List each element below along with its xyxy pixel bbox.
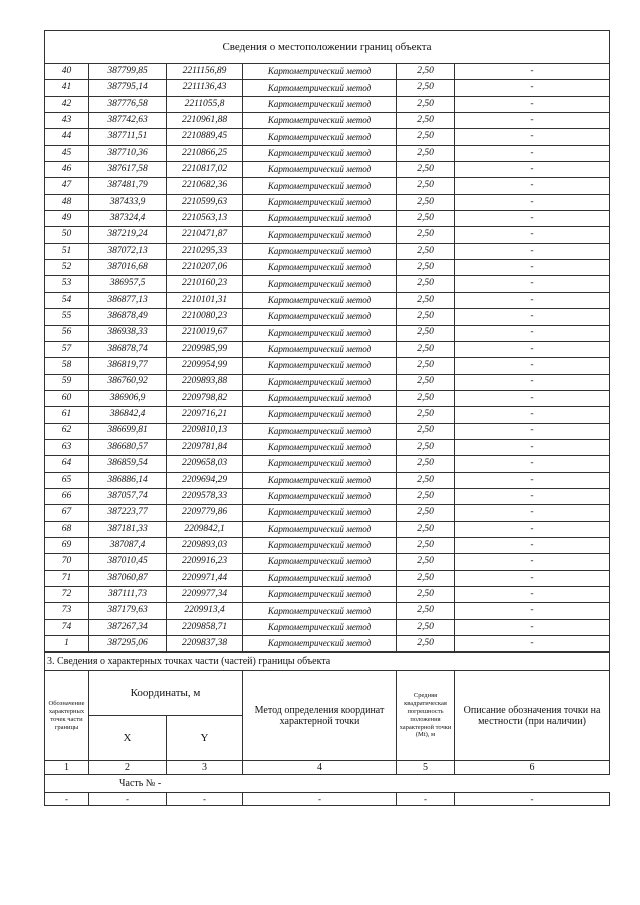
description-cell: - (455, 64, 610, 80)
method-cell: Картометрический метод (243, 554, 397, 570)
coord-x: 387295,06 (89, 636, 167, 652)
method-cell: Картометрический метод (243, 309, 397, 325)
coord-x: 387057,74 (89, 488, 167, 504)
description-cell: - (455, 341, 610, 357)
coord-x: 386819,77 (89, 358, 167, 374)
coord-x: 386957,5 (89, 276, 167, 292)
table-row (45, 194, 610, 210)
method-cell: Картометрический метод (243, 194, 397, 210)
method-cell: Картометрический метод (243, 374, 397, 390)
coord-y: 2209913,4 (167, 603, 243, 619)
table-row (45, 243, 610, 259)
part-label: Часть № - (45, 775, 610, 793)
method-cell: Картометрический метод (243, 227, 397, 243)
header-description: Описание обозначения точки на местности (при наличии) (455, 671, 610, 761)
description-cell: - (455, 423, 610, 439)
coord-y: 2210019,67 (167, 325, 243, 341)
table-row (45, 554, 610, 570)
method-cell: Картометрический метод (243, 619, 397, 635)
coord-x: 386906,9 (89, 390, 167, 406)
description-cell: - (455, 619, 610, 635)
method-cell: Картометрический метод (243, 407, 397, 423)
header-y: Y (167, 716, 243, 761)
column-index: 4 (243, 761, 397, 775)
empty-cell: - (167, 793, 243, 806)
header-x: X (89, 716, 167, 761)
method-cell: Картометрический метод (243, 260, 397, 276)
table-row (45, 587, 610, 603)
point-number: 46 (45, 162, 89, 178)
coord-x: 387223,77 (89, 505, 167, 521)
method-cell: Картометрический метод (243, 325, 397, 341)
point-number: 72 (45, 587, 89, 603)
description-cell: - (455, 472, 610, 488)
method-cell: Картометрический метод (243, 423, 397, 439)
precision-cell: 2,50 (397, 407, 455, 423)
header-precision: Средняя квадратическая погрешность положения характерной точки (Мt), м (397, 671, 455, 761)
coord-y: 2209985,99 (167, 341, 243, 357)
table-row (45, 80, 610, 96)
precision-cell: 2,50 (397, 227, 455, 243)
point-number: 58 (45, 358, 89, 374)
coord-y: 2209798,82 (167, 390, 243, 406)
precision-cell: 2,50 (397, 358, 455, 374)
description-cell: - (455, 358, 610, 374)
description-cell: - (455, 570, 610, 586)
coord-y: 2211156,89 (167, 64, 243, 80)
coord-y: 2209658,03 (167, 456, 243, 472)
precision-cell: 2,50 (397, 113, 455, 129)
coord-y: 2209893,88 (167, 374, 243, 390)
method-cell: Картометрический метод (243, 439, 397, 455)
table-row (45, 178, 610, 194)
coord-x: 386680,57 (89, 439, 167, 455)
precision-cell: 2,50 (397, 260, 455, 276)
coord-y: 2209694,29 (167, 472, 243, 488)
coord-y: 2209837,38 (167, 636, 243, 652)
empty-cell: - (455, 793, 610, 806)
point-number: 66 (45, 488, 89, 504)
point-number: 57 (45, 341, 89, 357)
table-row (45, 374, 610, 390)
coord-y: 2209916,23 (167, 554, 243, 570)
description-cell: - (455, 129, 610, 145)
point-number: 43 (45, 113, 89, 129)
point-number: 1 (45, 636, 89, 652)
precision-cell: 2,50 (397, 456, 455, 472)
method-cell: Картометрический метод (243, 358, 397, 374)
precision-cell: 2,50 (397, 472, 455, 488)
table-row (45, 96, 610, 112)
coord-x: 387799,85 (89, 64, 167, 80)
coord-x: 386859,54 (89, 456, 167, 472)
coord-x: 387617,58 (89, 162, 167, 178)
precision-cell: 2,50 (397, 64, 455, 80)
coord-y: 2211136,43 (167, 80, 243, 96)
precision-cell: 2,50 (397, 537, 455, 553)
precision-cell: 2,50 (397, 243, 455, 259)
table-row (45, 309, 610, 325)
point-number: 48 (45, 194, 89, 210)
description-cell: - (455, 554, 610, 570)
coord-y: 2210563,13 (167, 211, 243, 227)
point-number: 61 (45, 407, 89, 423)
precision-cell: 2,50 (397, 129, 455, 145)
point-number: 70 (45, 554, 89, 570)
table-row (45, 537, 610, 553)
table-row (45, 603, 610, 619)
coord-x: 386878,49 (89, 309, 167, 325)
point-number: 49 (45, 211, 89, 227)
precision-cell: 2,50 (397, 554, 455, 570)
column-index: 5 (397, 761, 455, 775)
coord-y: 2209842,1 (167, 521, 243, 537)
coord-y: 2210295,33 (167, 243, 243, 259)
precision-cell: 2,50 (397, 603, 455, 619)
precision-cell: 2,50 (397, 390, 455, 406)
coord-y: 2209893,03 (167, 537, 243, 553)
description-cell: - (455, 537, 610, 553)
coord-x: 386878,74 (89, 341, 167, 357)
table-row (45, 162, 610, 178)
coord-y: 2210817,02 (167, 162, 243, 178)
method-cell: Картометрический метод (243, 341, 397, 357)
description-cell: - (455, 407, 610, 423)
coord-x: 387324,4 (89, 211, 167, 227)
precision-cell: 2,50 (397, 587, 455, 603)
coord-x: 387710,36 (89, 145, 167, 161)
description-cell: - (455, 325, 610, 341)
precision-cell: 2,50 (397, 423, 455, 439)
precision-cell: 2,50 (397, 570, 455, 586)
coord-y: 2209578,33 (167, 488, 243, 504)
precision-cell: 2,50 (397, 505, 455, 521)
method-cell: Картометрический метод (243, 162, 397, 178)
section3-title: 3. Сведения о характерных точках части (частей) границы объекта (45, 653, 610, 671)
point-number: 52 (45, 260, 89, 276)
coord-x: 387072,13 (89, 243, 167, 259)
coord-y: 2209810,13 (167, 423, 243, 439)
header-point-designation: Обозначение характерных точек части границы (45, 671, 89, 761)
coord-y: 2209858,71 (167, 619, 243, 635)
section-title: Сведения о местоположении границ объекта (45, 31, 610, 64)
coord-y: 2209716,21 (167, 407, 243, 423)
description-cell: - (455, 276, 610, 292)
coord-y: 2209779,86 (167, 505, 243, 521)
point-number: 63 (45, 439, 89, 455)
method-cell: Картометрический метод (243, 292, 397, 308)
table-row (45, 407, 610, 423)
point-number: 62 (45, 423, 89, 439)
description-cell: - (455, 488, 610, 504)
point-number: 56 (45, 325, 89, 341)
table-row (45, 619, 610, 635)
method-cell: Картометрический метод (243, 243, 397, 259)
method-cell: Картометрический метод (243, 211, 397, 227)
point-number: 68 (45, 521, 89, 537)
method-cell: Картометрический метод (243, 178, 397, 194)
description-cell: - (455, 227, 610, 243)
column-index: 3 (167, 761, 243, 775)
description-cell: - (455, 439, 610, 455)
description-cell: - (455, 636, 610, 652)
point-number: 59 (45, 374, 89, 390)
empty-cell: - (243, 793, 397, 806)
coord-y: 2210101,31 (167, 292, 243, 308)
point-number: 64 (45, 456, 89, 472)
point-number: 73 (45, 603, 89, 619)
description-cell: - (455, 80, 610, 96)
description-cell: - (455, 162, 610, 178)
coord-y: 2210682,36 (167, 178, 243, 194)
coord-y: 2211055,8 (167, 96, 243, 112)
method-cell: Картометрический метод (243, 96, 397, 112)
precision-cell: 2,50 (397, 325, 455, 341)
point-number: 74 (45, 619, 89, 635)
coord-x: 386886,14 (89, 472, 167, 488)
coord-y: 2210961,88 (167, 113, 243, 129)
table-row (45, 325, 610, 341)
coord-x: 387795,14 (89, 80, 167, 96)
coord-x: 387433,9 (89, 194, 167, 210)
precision-cell: 2,50 (397, 178, 455, 194)
table-row (45, 505, 610, 521)
coord-x: 387742,63 (89, 113, 167, 129)
coord-x: 387087,4 (89, 537, 167, 553)
description-cell: - (455, 260, 610, 276)
point-number: 42 (45, 96, 89, 112)
description-cell: - (455, 587, 610, 603)
precision-cell: 2,50 (397, 488, 455, 504)
point-number: 40 (45, 64, 89, 80)
empty-cell: - (397, 793, 455, 806)
point-number: 53 (45, 276, 89, 292)
point-number: 55 (45, 309, 89, 325)
description-cell: - (455, 374, 610, 390)
precision-cell: 2,50 (397, 341, 455, 357)
description-cell: - (455, 145, 610, 161)
table-row (45, 292, 610, 308)
point-number: 65 (45, 472, 89, 488)
precision-cell: 2,50 (397, 292, 455, 308)
coord-x: 386699,81 (89, 423, 167, 439)
coord-x: 386842,4 (89, 407, 167, 423)
coord-x: 387179,63 (89, 603, 167, 619)
description-cell: - (455, 309, 610, 325)
method-cell: Картометрический метод (243, 603, 397, 619)
method-cell: Картометрический метод (243, 587, 397, 603)
part-points-table (44, 652, 610, 806)
coord-y: 2209971,44 (167, 570, 243, 586)
method-cell: Картометрический метод (243, 521, 397, 537)
coord-x: 387060,87 (89, 570, 167, 586)
empty-cell: - (45, 793, 89, 806)
coord-y: 2210207,06 (167, 260, 243, 276)
coord-y: 2210080,23 (167, 309, 243, 325)
coord-y: 2210160,23 (167, 276, 243, 292)
point-number: 60 (45, 390, 89, 406)
column-index: 1 (45, 761, 89, 775)
table-row (45, 276, 610, 292)
coord-x: 387219,24 (89, 227, 167, 243)
coord-x: 387181,33 (89, 521, 167, 537)
document-page (44, 30, 609, 806)
description-cell: - (455, 521, 610, 537)
description-cell: - (455, 292, 610, 308)
precision-cell: 2,50 (397, 521, 455, 537)
method-cell: Картометрический метод (243, 113, 397, 129)
header-method: Метод определения координат характерной точки (243, 671, 397, 761)
point-number: 54 (45, 292, 89, 308)
precision-cell: 2,50 (397, 211, 455, 227)
coord-x: 387111,73 (89, 587, 167, 603)
method-cell: Картометрический метод (243, 129, 397, 145)
precision-cell: 2,50 (397, 276, 455, 292)
table-row (45, 390, 610, 406)
point-number: 45 (45, 145, 89, 161)
coord-x: 386938,33 (89, 325, 167, 341)
table-row (45, 488, 610, 504)
method-cell: Картометрический метод (243, 472, 397, 488)
table-row (45, 145, 610, 161)
method-cell: Картометрический метод (243, 64, 397, 80)
precision-cell: 2,50 (397, 619, 455, 635)
point-number: 71 (45, 570, 89, 586)
coord-y: 2210599,63 (167, 194, 243, 210)
table-row (45, 423, 610, 439)
precision-cell: 2,50 (397, 309, 455, 325)
method-cell: Картометрический метод (243, 390, 397, 406)
table-row (45, 358, 610, 374)
description-cell: - (455, 194, 610, 210)
method-cell: Картометрический метод (243, 570, 397, 586)
description-cell: - (455, 603, 610, 619)
point-number: 51 (45, 243, 89, 259)
coord-y: 2210471,87 (167, 227, 243, 243)
table-row (45, 472, 610, 488)
method-cell: Картометрический метод (243, 80, 397, 96)
description-cell: - (455, 456, 610, 472)
coord-y: 2209954,99 (167, 358, 243, 374)
coord-x: 387711,51 (89, 129, 167, 145)
method-cell: Картометрический метод (243, 636, 397, 652)
table-row (45, 439, 610, 455)
coord-x: 387776,58 (89, 96, 167, 112)
coord-x: 387010,45 (89, 554, 167, 570)
coord-y: 2210866,25 (167, 145, 243, 161)
precision-cell: 2,50 (397, 636, 455, 652)
coord-y: 2209977,34 (167, 587, 243, 603)
description-cell: - (455, 113, 610, 129)
point-number: 67 (45, 505, 89, 521)
table-row (45, 260, 610, 276)
table-row (45, 570, 610, 586)
description-cell: - (455, 178, 610, 194)
description-cell: - (455, 505, 610, 521)
description-cell: - (455, 390, 610, 406)
description-cell: - (455, 243, 610, 259)
point-number: 69 (45, 537, 89, 553)
coord-x: 387267,34 (89, 619, 167, 635)
description-cell: - (455, 96, 610, 112)
coord-x: 386877,13 (89, 292, 167, 308)
description-cell: - (455, 211, 610, 227)
precision-cell: 2,50 (397, 80, 455, 96)
precision-cell: 2,50 (397, 439, 455, 455)
precision-cell: 2,50 (397, 145, 455, 161)
coord-y: 2209781,84 (167, 439, 243, 455)
precision-cell: 2,50 (397, 374, 455, 390)
point-number: 47 (45, 178, 89, 194)
boundary-table (44, 30, 610, 652)
table-row (45, 129, 610, 145)
table-row (45, 636, 610, 652)
table-row (45, 113, 610, 129)
table-row (45, 211, 610, 227)
table-row (45, 521, 610, 537)
method-cell: Картометрический метод (243, 145, 397, 161)
column-index: 2 (89, 761, 167, 775)
method-cell: Картометрический метод (243, 505, 397, 521)
header-coordinates: Координаты, м (89, 671, 243, 716)
method-cell: Картометрический метод (243, 456, 397, 472)
method-cell: Картометрический метод (243, 276, 397, 292)
method-cell: Картометрический метод (243, 537, 397, 553)
table-row (45, 341, 610, 357)
coord-x: 387481,79 (89, 178, 167, 194)
table-row (45, 64, 610, 80)
table-row (45, 456, 610, 472)
precision-cell: 2,50 (397, 96, 455, 112)
precision-cell: 2,50 (397, 162, 455, 178)
method-cell: Картометрический метод (243, 488, 397, 504)
point-number: 41 (45, 80, 89, 96)
point-number: 44 (45, 129, 89, 145)
column-index: 6 (455, 761, 610, 775)
empty-cell: - (89, 793, 167, 806)
coord-y: 2210889,45 (167, 129, 243, 145)
table-row (45, 227, 610, 243)
coord-x: 386760,92 (89, 374, 167, 390)
coord-x: 387016,68 (89, 260, 167, 276)
precision-cell: 2,50 (397, 194, 455, 210)
point-number: 50 (45, 227, 89, 243)
